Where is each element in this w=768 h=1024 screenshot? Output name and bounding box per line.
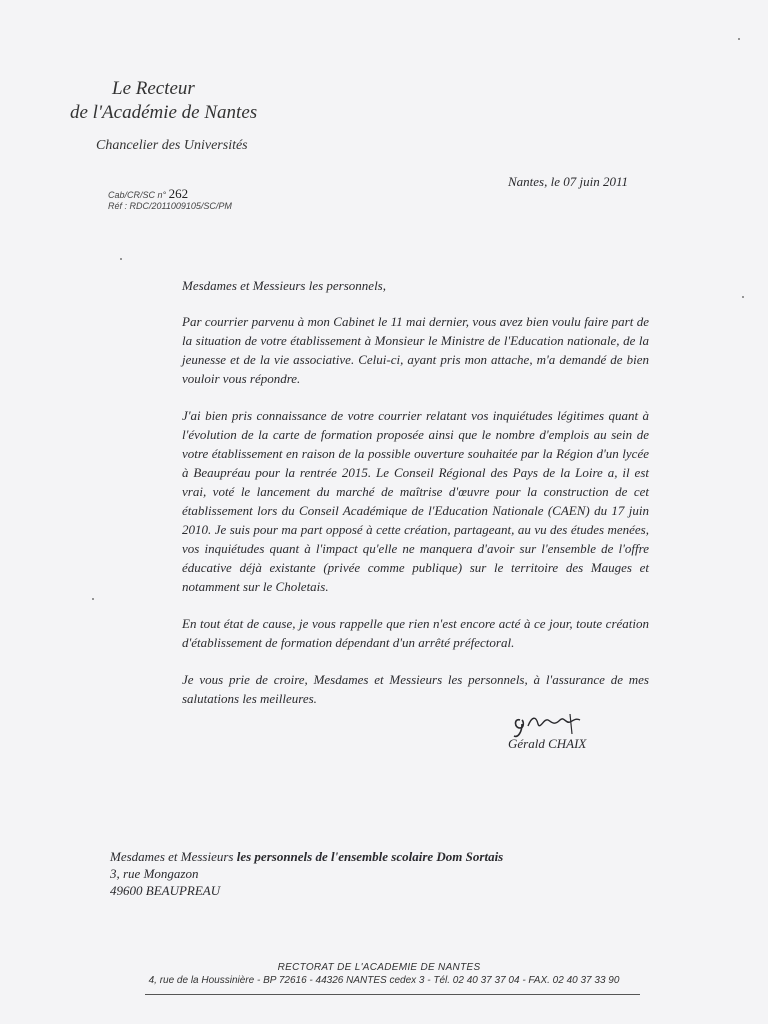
- paragraph-4: Je vous prie de croire, Mesdames et Messieurs les personnels, à l'assurance de mes salutations les meilleures.: [182, 672, 649, 706]
- paper-speck: [120, 258, 122, 260]
- cab-number: 262: [168, 186, 189, 201]
- footer-rule: [145, 994, 640, 995]
- paper-speck: [742, 296, 744, 298]
- letterhead-academy: de l'Académie de Nantes: [70, 102, 258, 123]
- footer-address: 4, rue de la Houssinière - BP 72616 - 44326 NANTES cedex 3 - Tél. 02 40 37 37 04 - FAX. 02 40 37 33 90: [148, 975, 620, 986]
- signer-name: Gérald CHAIX: [508, 736, 587, 751]
- letterhead-title: Le Recteur: [112, 78, 195, 99]
- reference-block: [108, 188, 232, 212]
- footer-title: RECTORAT DE L'ACADEMIE DE NANTES: [277, 962, 481, 973]
- paragraph-2: J'ai bien pris connaissance de votre courrier relatant vos inquiétudes légitimes quant à l'évolution de la carte de formation proposée ainsi que le nombre d'emplois au sein de votre établissement en raison de la possible ouverture souhaitée par la Région d'un lycée à Beaupréau pour la rentrée 2015. Le Conseil Régional des Pays de la Loire a, il est vrai, voté le lancement du marché de maîtrise d'œuvre pour la construction de cet établissement lors du Conseil Académique de l'Education Nationale (CAEN) du 17 juin 2010. Je suis pour ma part opposé à cette création, partageant, au vu des études menées, vos inquiétudes quant à l'impact qu'elle ne manquera d'avoir sur l'ensemble de l'offre éducative déjà existante (privée comme publique) sur le territoire des Mauges et notamment sur le Choletais.: [182, 408, 649, 594]
- paragraph-3: En tout état de cause, je vous rappelle que rien n'est encore acté à ce jour, toute création d'établissement de formation dépendant d'un arrêté préfectoral.: [182, 616, 649, 650]
- paper-speck: [738, 38, 740, 40]
- salutation: Mesdames et Messieurs les personnels,: [182, 278, 386, 293]
- addressee-block: [110, 848, 503, 899]
- addressee-prefix: Mesdames et Messieurs: [110, 849, 234, 864]
- paper-speck: [92, 598, 94, 600]
- letter-date: Nantes, le 07 juin 2011: [508, 174, 629, 189]
- letter-body: [182, 276, 649, 726]
- footer: [0, 962, 768, 986]
- cab-reference: [108, 188, 232, 201]
- ref-line: Réf : RDC/2011009105/SC/PM: [108, 201, 232, 211]
- addressee-line: [110, 848, 503, 865]
- addressee-street: 3, rue Mongazon: [110, 866, 199, 881]
- addressee-city: 49600 BEAUPREAU: [110, 883, 221, 898]
- paragraph-1: Par courrier parvenu à mon Cabinet le 11 mai dernier, vous avez bien voulu faire part de la situation de votre établissement à Monsieur le Ministre de l'Education nationale, de la jeunesse et de la vie associative. Celui-ci, ayant pris mon attache, m'a demandé de bien vouloir vous répondre.: [182, 314, 649, 386]
- addressee-recipients: les personnels de l'ensemble scolaire Dom Sortais: [236, 849, 504, 864]
- letterhead-chancellor: Chancelier des Universités: [96, 138, 248, 153]
- cab-prefix: Cab/CR/SC n°: [108, 190, 167, 200]
